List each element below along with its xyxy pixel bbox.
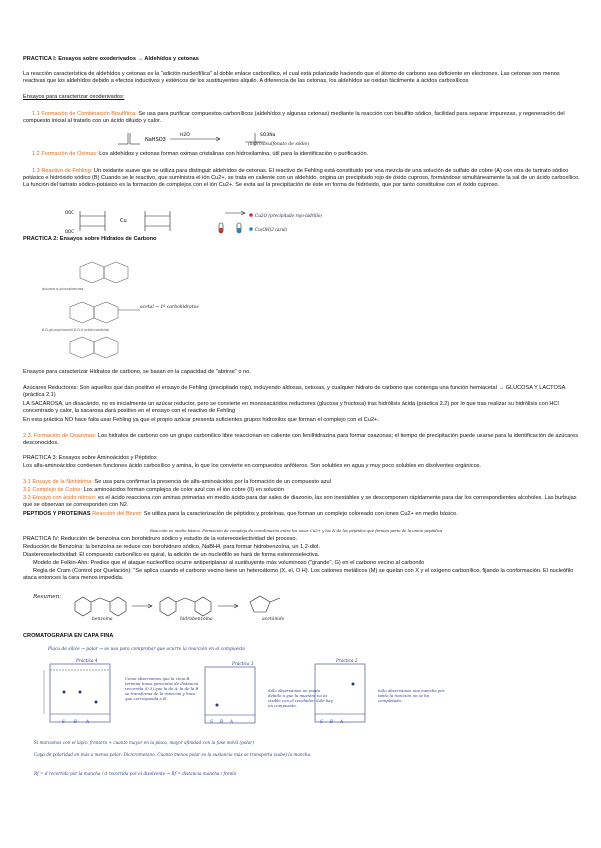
panel-3-title: Práctica 2	[336, 658, 358, 663]
section-3-3-text: es el ácido reacciona con aminas primarias en medio ácido para dar sales de diazonio, las son inestables y se descomponen rápidamente para dar los correspondientes alcoholes. Las burbujas que se observan se corresponden con N2.	[23, 495, 577, 508]
practica-4-line-3: Modelo de Felkin-Ahn: Predice que el ataque nucleofílico ocurre antiperiplanar al sustituyente más voluminoso ("grande", G) en el carbono vecino al carbonilo	[33, 560, 425, 566]
biuret-text: Se utiliza para la caracterización de péptidos y proteínas, que forman un complejo coloreado con iones Cu2+ en medio básico.	[143, 511, 458, 517]
section-3-2-text: Los aminoácidos forman complejos de color azul con el ión cobre (II) en solución	[83, 487, 284, 493]
svg-text:NaHSO3: NaHSO3	[145, 137, 166, 143]
handwritten-biuret-note: Reacción en medio básico. Formación de complejo de coordinación entre los iones Cu2+ y los N de los péptidos que forman parte de la unión peptídica	[150, 528, 443, 533]
practica-3-intro: Los alfa-aminoácidos contienen funciones ácido carboxílico y amina, lo que los convierte en compuestos anfóteros. Son solubles en agua y muy poco solubles en disolventes orgánicos.	[23, 463, 482, 469]
panel-2-lanes	[210, 718, 260, 725]
practica-2-intro: Ensayos para caracterizar Hidratos de carbono, se basan en la capacidad de "abrirse" o no.	[23, 369, 251, 375]
practica-1-title: PRÁCTICA I: Ensayos sobre oxoderivados → Aldehídos y cetonas	[23, 56, 199, 62]
section-1-2-title: 1.2 Formación de Oximas:	[32, 151, 98, 157]
handwritten-panel-1-note: Como observamos que la cima B, termina tonos parecidos de distancia recorrida (0.5) que la de A, la de la B se transforma de la reacción y hace que corresponda a B.	[125, 676, 199, 701]
handwritten-tlc-intro: Placa de sílice → polar → se usa para comprobar que ocurre la reacción en el compuesto	[48, 647, 245, 652]
handwritten-fehling-blue: Cu(OH)2 (azul)	[255, 227, 288, 232]
label-acetonido: acetónido	[262, 617, 285, 622]
section-3-1	[23, 479, 583, 486]
svg-text:β-D-glucopiranosil β-D-fructof: β-D-glucopiranosil β-D-fructofuranósido	[42, 328, 110, 332]
svg-text:glucosa α-glucopiranosa: glucosa α-glucopiranosa	[42, 287, 84, 291]
section-2-3-text: Los hidratos de carbono con un grupo carbonílico libre reaccionan en caliente con fenilhidrazina para formar osazonas; el tiempo de precipitación puede usarse para la identificación de azúcares desconocidos.	[23, 433, 579, 446]
peptidos-section	[23, 511, 583, 525]
handwritten-tlc-note-2: Capa de polaridad en más a menos polar: Diclorometano. Cuanto menos polar es la sustancia más se transporta (sube) la mancha.	[34, 752, 312, 757]
label-benzoina: benzoína	[92, 617, 113, 622]
lane-label: B	[329, 719, 340, 724]
practica-1-intro: La reacción característica de aldehídos y cetonas es la "adición nucleofílica" al doble enlace carbonílico, el cual está polarizado haciendo que el átomo de carbono sea deficiente en electrones. Las cetonas son menos reactivas que los aldehídos debido a efectos inductivos y estéricos de los sustituyentes alquilo. A diferencia de las cetonas, los aldehídos se oxidan fácilmente a ácidos carboxílicos	[23, 71, 560, 84]
cromatografia-title: CROMATOGRAFÍA EN CAPA FINA	[23, 633, 114, 639]
panel-3-lanes	[320, 718, 370, 725]
practica-note: En esta práctica NO hace falta usar Fehling ya que el propio azúcar presenta suficientes grupos hidroxilos que forman el complejo con el Cu2+.	[23, 417, 379, 423]
panel-1-lanes	[62, 718, 122, 725]
section-2-3-title: 2.3. Formación de Osazonas:	[23, 433, 97, 439]
practica-2-title: PRÁCTICA 2: Ensayos sobre Hidratos de Carbono	[23, 236, 157, 242]
tlc-plate-3	[305, 662, 385, 726]
handwritten-panel-2-note: Sólo observamos un punto debido a que la muestra no es visible con el revelador. Sólo hay un compuesto.	[268, 688, 333, 708]
handwritten-panel-3-note: Sólo observamos una mancha por tanto la reacción no se ha completado.	[378, 688, 445, 703]
section-2-3	[23, 433, 583, 447]
practica-4-line-2: Diastereoselectividad: El compuesto carbonílico es quiral, la adición de un nucleófilo se hará de forma estereoselectiva.	[23, 552, 320, 558]
panel-1-title: Práctica 4	[76, 658, 98, 663]
handwritten-bisulfite-note: (hidroxisulfonato de sódio)	[248, 142, 310, 147]
section-3-1-text: Se usa para confirmar la presencia de alfa-aminoácidos por la formación de un compuesto azul	[94, 479, 331, 485]
practica-1-subtitle: Ensayos para caracterizar oxoderivados:	[23, 94, 125, 100]
section-3-1-title: 3.1 Ensayo de la Ninhidrina:	[23, 479, 93, 485]
lane-label: S	[320, 719, 330, 724]
practica-3-title: PRÁCTICA 3: Ensayos sobre Aminoácidos y Péptidos	[23, 455, 157, 461]
tlc-plate-1	[40, 662, 130, 726]
sacarosa-paragraph: LA SACAROSA, un disacárido, no es inicialmente un azúcar reductor, pero se convierte en monosacáridos reductores (glucosa y fructosa) tras hidrólisis ácida (práctica 2.2) por lo que tras realizar su hidrólisis con HCl concentrado y calor, la sacarosa dará positivo en el ensayo con el reactivo de Fehling	[23, 401, 559, 414]
svg-text:Cu: Cu	[120, 218, 127, 224]
lane-label: A	[229, 719, 240, 724]
section-1-1-title: 1.1 Formación de Combinación Bisulfítica:	[32, 111, 137, 117]
fehling-tartrate-complex	[60, 207, 200, 235]
section-1-3-title: 1.3 Reactivo de Fehling:	[32, 168, 93, 174]
svg-text:H2O: H2O	[180, 133, 190, 138]
panel-2-title: Práctica 3	[232, 661, 254, 666]
section-3-3	[23, 495, 583, 509]
lane-label: B	[73, 719, 86, 724]
handwritten-tlc-note-1: Si marcamos con el lápiz: frontera + cuanto mayor en la placa, mayor afinidad con la fase móvil (polar)	[34, 740, 254, 745]
handwritten-fehling-red: Cu2O (precipitado rojo-ladrillo)	[255, 213, 322, 218]
biuret-title: Reacción del Biuret:	[92, 511, 143, 517]
practica-4-line-4: Regla de Cram (Control por Quelación): "Se aplica cuando el carbono vecino tiene un heteroátomo (X, el, O H). Los cationes metálicos (M) se quelan con X y el oxígeno carbonílico, fijando la conformación. El nucleófilo ataca entonces la cara menos impedida.	[23, 568, 574, 581]
section-1-3-text: Un oxidante suave que se utiliza para distinguir aldehídos de cetonas. El reactivo de Fehling está constituido por una mezcla de una solución de sulfato de cobre (A) con otra de tartrato sódico potásico e hidróxido sódico (B) Cuando se le reactivo, que suministra el ión Cu2+, se trata en caliente con un aldehído, origina un precipitado rojo de óxido cuproso, formándose simultáneamente la sal de un ácido carboxílico. La función del tartrato sódico-potásico es la formación de complejos con el ión Cu2+. Se evita así la precipitación de éste en forma de hidróxido, que por tanto constituirse con el óxido cuproso.	[23, 168, 580, 188]
section-1-2-text: Los aldehídos y cetonas forman oximas cristalinas con hidroxilamina, útil para la identificación o purificación.	[99, 151, 369, 157]
svg-text:OOC: OOC	[65, 229, 75, 234]
section-1-3	[23, 168, 583, 204]
lane-label: A	[339, 719, 350, 724]
azucares-reductores: Azúcares Reductores: Son aquellos que dan positivo el ensayo de Fehling (precipitado rojo), incluyendo aldosas, cetosas, y cualquier hidrato de carbono que contenga una función hemiacetal → GLUCOSA Y LACTOSA (práctica 2.1)	[23, 385, 565, 398]
section-3-3-title: 3.3 Ensayo con ácido nitroso:	[23, 495, 97, 501]
section-3-2-title: 3.2 Complejo de Cobre:	[23, 487, 83, 493]
lane-label: A	[85, 719, 98, 724]
practica-4-title: PRÁCTICA IV: Reducción de benzoína con borohidruro sódico y estudio de la estereoselectividad del proceso.	[23, 536, 298, 542]
lane-label: S	[210, 719, 220, 724]
svg-text:SO3Na: SO3Na	[260, 133, 276, 138]
handwritten-resumen: Resumen:	[33, 594, 62, 600]
handwritten-rf-formula: Rf = d recorrida por la mancha / d recorrida por el disolvente → Rf = distancia mancha / frente	[34, 771, 237, 776]
section-1-1-text: Se usa para purificar compuestos carbonílicos (aldehídos y algunas cetonas) mediante la reacción con bisulfito sódico, facilidad para separar impurezas, y regeneración del compuesto inicial al tratarlo con un ácido diluido y calor.	[23, 111, 565, 124]
section-3-2	[23, 487, 583, 494]
practica-4-line-1: Reducción de Benzoína: la benzoína se reduce con borohidruro sódico, NaBH4, para formar hidrobenzoína, un 1,2-diol.	[23, 544, 320, 550]
section-1-2	[23, 151, 583, 158]
lane-label: B	[219, 719, 230, 724]
section-1-1	[23, 111, 583, 125]
label-hidrobenzoina: hidrobenzoína	[180, 617, 213, 622]
handwritten-acetal-note: acetal → 1º carbohidratos	[140, 305, 199, 310]
peptidos-title: PÉPTIDOS Y PROTEÍNAS	[23, 511, 91, 517]
lane-label: S	[62, 719, 74, 724]
svg-text:OOC: OOC	[65, 210, 75, 215]
